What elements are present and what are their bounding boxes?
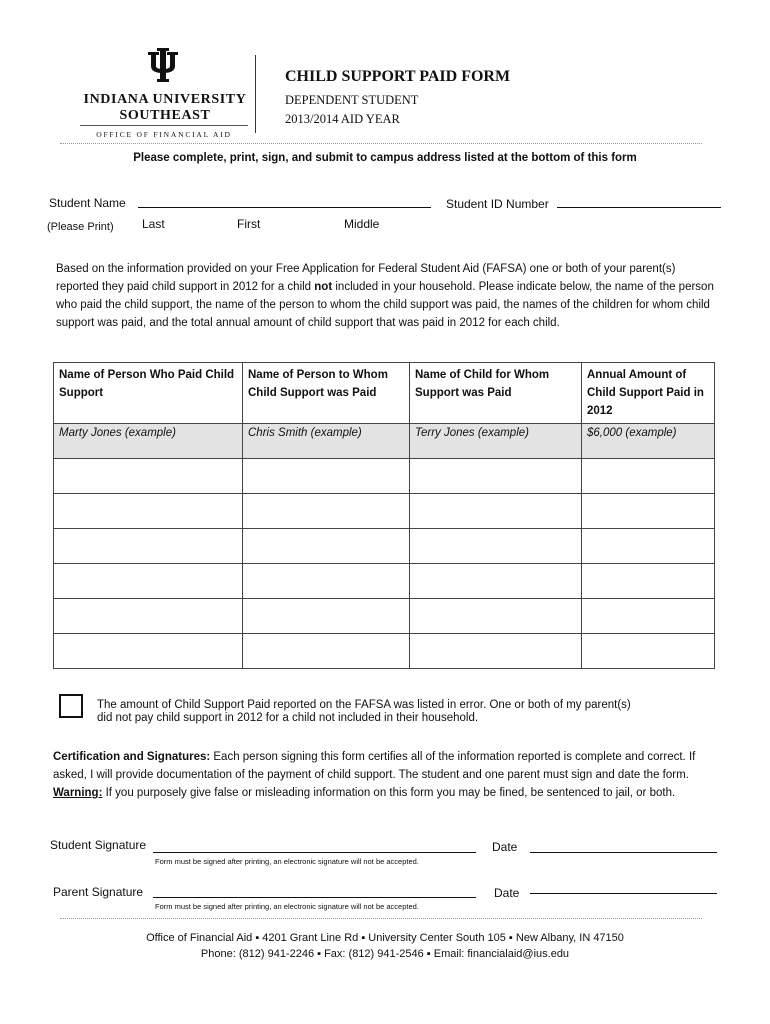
table-cell[interactable]	[54, 634, 243, 669]
example-child: Terry Jones (example)	[410, 424, 582, 459]
student-date-label: Date	[492, 840, 518, 854]
instructions: Please complete, print, sign, and submit to campus address listed at the bottom of this form	[133, 152, 637, 164]
form-subtitle-aid-year: 2013/2014 AID YEAR	[285, 112, 400, 126]
checkbox-text-line1: The amount of Child Support Paid reported on the FAFSA was listed in error. One or both of my parent(s)	[97, 699, 631, 711]
university-line2: SOUTHEAST	[119, 108, 211, 123]
table-cell[interactable]	[410, 459, 582, 494]
example-amount: $6,000 (example)	[582, 424, 715, 459]
table-row	[54, 459, 715, 494]
form-subtitle-dependent: DEPENDENT STUDENT	[285, 93, 419, 107]
warning-label: Warning:	[53, 787, 103, 799]
table-cell[interactable]	[410, 529, 582, 564]
table-cell[interactable]	[243, 599, 410, 634]
student-id-label: Student ID Number	[446, 197, 549, 211]
certification-text1: Each person signing this form certifies all of the information reported is complete and correct. If asked, I will provide documentation of the payment of child support. The student and one parent must sign and date the form.	[53, 751, 696, 781]
table-cell[interactable]	[243, 459, 410, 494]
table-row	[54, 564, 715, 599]
header-separator	[60, 143, 702, 144]
header-payer: Name of Person Who Paid Child Support	[54, 363, 243, 424]
parent-date-field[interactable]	[530, 893, 717, 894]
first-name-caption: First	[237, 217, 261, 231]
table-cell[interactable]	[54, 564, 243, 599]
table-cell[interactable]	[582, 494, 715, 529]
example-payee: Chris Smith (example)	[243, 424, 410, 459]
header-payee: Name of Person to Whom Child Support was Paid	[243, 363, 410, 424]
please-print-label: (Please Print)	[47, 221, 114, 233]
example-payer: Marty Jones (example)	[54, 424, 243, 459]
parent-signature-field[interactable]	[153, 897, 476, 898]
header-child: Name of Child for Whom Support was Paid	[410, 363, 582, 424]
iu-trident-logo	[148, 48, 178, 82]
table-cell[interactable]	[410, 494, 582, 529]
last-name-caption: Last	[142, 217, 165, 231]
student-signature-field[interactable]	[153, 852, 476, 853]
footer-separator	[60, 918, 702, 919]
child-support-table	[53, 362, 715, 669]
table-cell[interactable]	[243, 494, 410, 529]
header-amount: Annual Amount of Child Support Paid in 2012	[582, 363, 715, 424]
footer-contact: Phone: (812) 941-2246 ▪ Fax: (812) 941-2546 ▪ Email: financialaid@ius.edu	[200, 948, 570, 960]
certification-heading: Certification and Signatures:	[53, 751, 211, 763]
table-cell[interactable]	[582, 599, 715, 634]
student-date-field[interactable]	[530, 852, 717, 853]
table-row	[54, 634, 715, 669]
student-name-label: Student Name	[49, 196, 126, 210]
checkbox-statement	[97, 699, 631, 725]
header-vertical-divider	[255, 55, 256, 133]
explanation-paragraph	[56, 260, 716, 332]
table-cell[interactable]	[243, 634, 410, 669]
table-cell[interactable]	[410, 564, 582, 599]
office-name: OFFICE OF FINANCIAL AID	[96, 130, 232, 139]
table-cell[interactable]	[410, 634, 582, 669]
table-cell[interactable]	[243, 564, 410, 599]
student-name-field[interactable]	[138, 207, 431, 208]
table-header-row	[54, 363, 715, 424]
university-name	[80, 92, 250, 124]
student-signature-note: Form must be signed after printing, an electronic signature will not be accepted.	[155, 857, 419, 866]
certification-text2: If you purposely give false or misleading information on this form you may be fined, be sentenced to jail, or both.	[102, 787, 676, 799]
table-cell[interactable]	[54, 494, 243, 529]
table-cell[interactable]	[582, 459, 715, 494]
table-cell[interactable]	[54, 459, 243, 494]
table-cell[interactable]	[582, 564, 715, 599]
footer-address: Office of Financial Aid ▪ 4201 Grant Line Rd ▪ University Center South 105 ▪ New Albany, IN 47150	[146, 932, 624, 944]
table-cell[interactable]	[54, 529, 243, 564]
checkbox-text-line2: did not pay child support in 2012 for a child not included in their household.	[97, 712, 479, 724]
form-title: CHILD SUPPORT PAID FORM	[285, 68, 511, 85]
table-cell[interactable]	[54, 599, 243, 634]
table-row	[54, 529, 715, 564]
parent-signature-note: Form must be signed after printing, an electronic signature will not be accepted.	[155, 902, 419, 911]
table-example-row	[54, 424, 715, 459]
parent-date-label: Date	[494, 886, 520, 900]
university-line1: INDIANA UNIVERSITY	[83, 92, 247, 107]
parent-signature-label: Parent Signature	[53, 885, 144, 899]
table-row	[54, 599, 715, 634]
paragraph-not: not	[314, 281, 333, 293]
student-id-field[interactable]	[557, 207, 721, 208]
paragraph-part1: Based on the information provided on your Free Application for Federal Student Aid (FAFSA) one or both of your parent(s) reported they paid child support in 2012 for a child	[56, 263, 676, 293]
table-cell[interactable]	[582, 529, 715, 564]
table-row	[54, 494, 715, 529]
middle-name-caption: Middle	[344, 217, 380, 231]
table-cell[interactable]	[243, 529, 410, 564]
error-checkbox[interactable]	[59, 694, 83, 718]
table-cell[interactable]	[410, 599, 582, 634]
certification-paragraph	[53, 748, 713, 802]
student-signature-label: Student Signature	[50, 838, 147, 852]
logo-divider	[80, 125, 248, 126]
paragraph-part2: included in your household. Please indicate below, the name of the person who paid the child support, the name of the person to whom the child support was paid, the names of the children for whom child support was paid, and the total annual amount of child support that was paid in 2012 for each child.	[56, 281, 714, 329]
table-cell[interactable]	[582, 634, 715, 669]
